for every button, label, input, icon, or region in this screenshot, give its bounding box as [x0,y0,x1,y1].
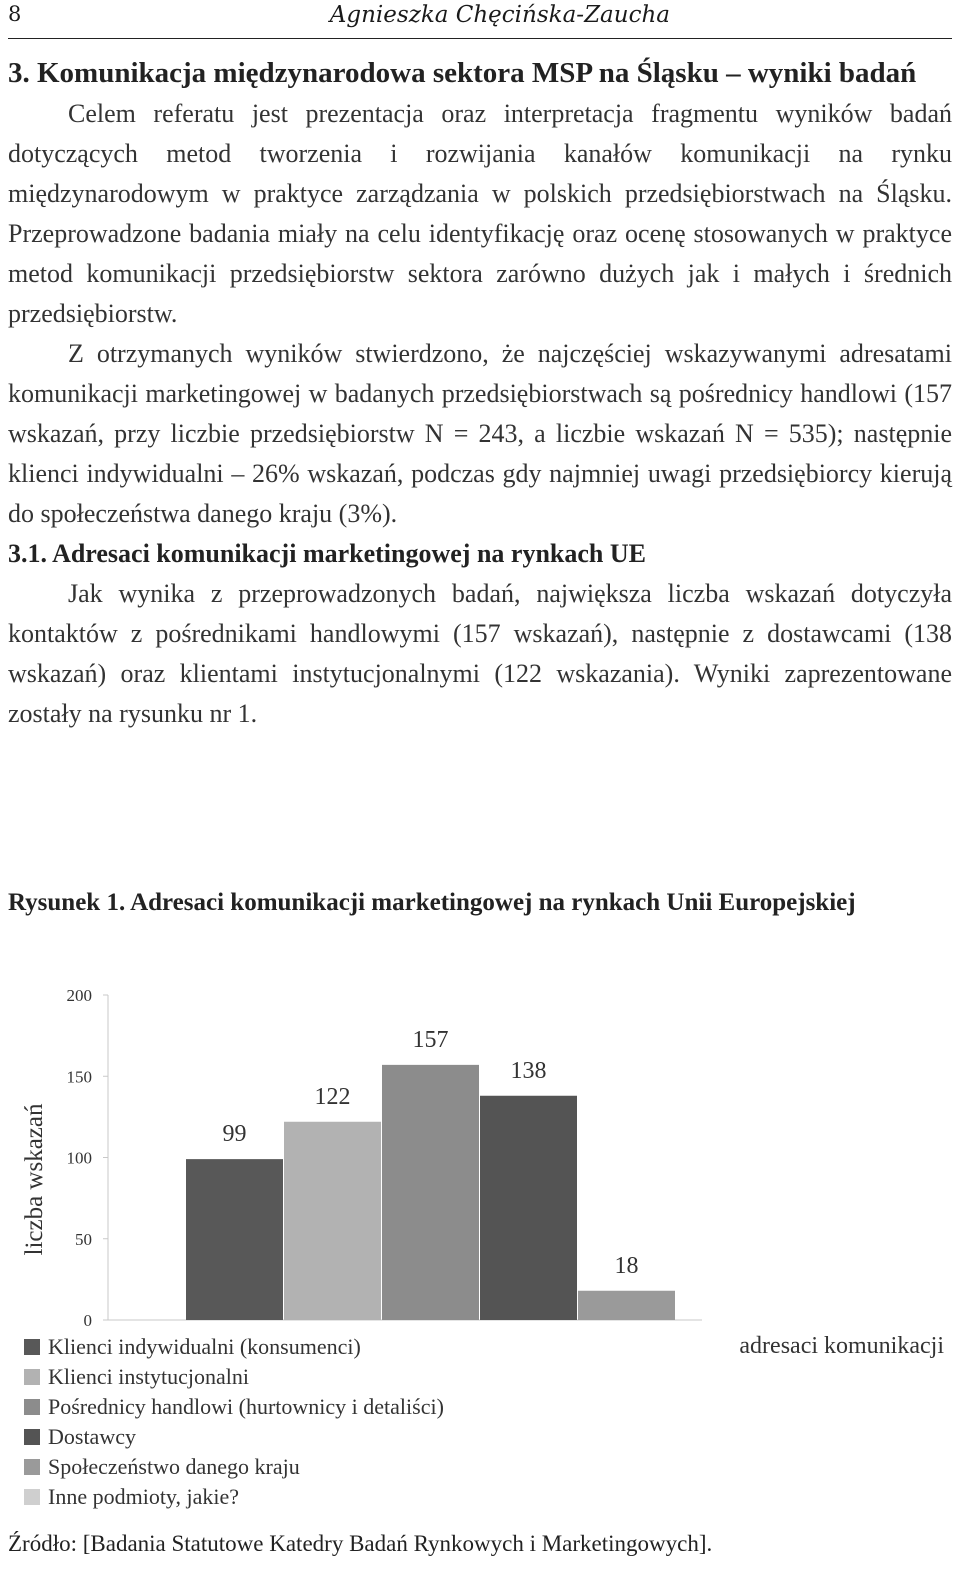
section-title: 3. Komunikacja międzynarodowa sektora MSP na Śląsku – wyniki badań [8,57,917,89]
y-tick-label: 0 [83,1311,92,1330]
paragraph-intro: Celem referatu jest prezentacja oraz interpretacja fragmentu wyników badań dotyczących metod tworzenia i rozwijania kanałów komunikacji na rynku międzynarodowym w praktyce zarządzania w polskich przedsiębiorstwach na Śląsku. Przeprowadzone badania miały na celu identyfikację oraz ocenę stosowanych w praktyce metod komunikacji przedsiębiorstw sektora zarówno dużych jak i małych i średnich przedsiębiorstw. [8,99,952,328]
legend-label: Klienci instytucjonalni [48,1364,250,1389]
y-axis-label: liczba wskazań [21,1103,48,1256]
bar-2 [284,1122,381,1320]
main-text [8,52,952,734]
data-label: 157 [412,1026,449,1053]
subsection-title: 3.1. Adresaci komunikacji marketingowej na rynkach UE [8,539,646,568]
legend-label: Dostawcy [48,1424,136,1449]
data-label: 18 [614,1252,639,1279]
y-tick-label: 200 [66,986,92,1005]
x-axis-label: adresaci komunikacji [739,1333,944,1359]
figure-caption: Rysunek 1. Adresaci komunikacji marketingowej na rynkach Unii Europejskiej [8,889,856,916]
data-label: 99 [222,1121,247,1148]
y-tick-label: 150 [66,1067,92,1087]
bar-4 [480,1096,577,1320]
legend-label: Społeczeństwo danego kraju [48,1454,300,1479]
legend-label: Klienci indywidualni (konsumenci) [48,1334,361,1359]
bar-chart [0,970,960,1530]
y-tick-label: 50 [75,1229,92,1249]
data-label: 138 [510,1057,547,1084]
legend-label: Pośrednicy handlowi (hurtownicy i detaliści) [48,1394,444,1419]
y-tick-label: 100 [66,1148,92,1168]
legend-swatch [24,1399,40,1415]
bar-3 [382,1065,479,1320]
paragraph-results: Jak wynika z przeprowadzonych badań, największa liczba wskazań dotyczyła kontaktów z pośrednikami handlowymi (157 wskazań), następnie z dostawcami (138 wskazań) oraz klientami instytucjonalnymi (122 wskazania). Wyniki zaprezentowane zostały na rysunku nr 1. [8,579,952,728]
page-number: 8 [8,2,22,26]
legend-swatch [24,1369,40,1385]
chart-container [0,970,960,1530]
figure-source: Źródło: [Badania Statutowe Katedry Badań Rynkowych i Marketingowych]. [8,1531,713,1556]
bar-1 [186,1159,283,1320]
paragraph-findings: Z otrzymanych wyników stwierdzono, że najczęściej wskazywanymi adresatami komunikacji marketingowej w badanych przedsiębiorstwach są pośrednicy handlowi (157 wskazań, przy liczbie przedsiębiorstw N = 243, a liczbie wskazań N = 535); następnie klienci indywidualni – 26% wskazań, podczas gdy najmniej uwagi przedsiębiorcy kierują do społeczeństwa danego kraju (3%). [8,339,952,528]
running-head: Agnieszka Chęcińska-Zaucha [329,2,670,28]
legend-swatch [24,1429,40,1445]
data-label: 122 [314,1083,351,1110]
legend-label: Inne podmioty, jakie? [48,1484,240,1509]
legend-swatch [24,1339,40,1355]
legend-swatch [24,1489,40,1505]
page-header [8,0,952,39]
bar-5 [578,1291,675,1320]
legend-swatch [24,1459,40,1475]
